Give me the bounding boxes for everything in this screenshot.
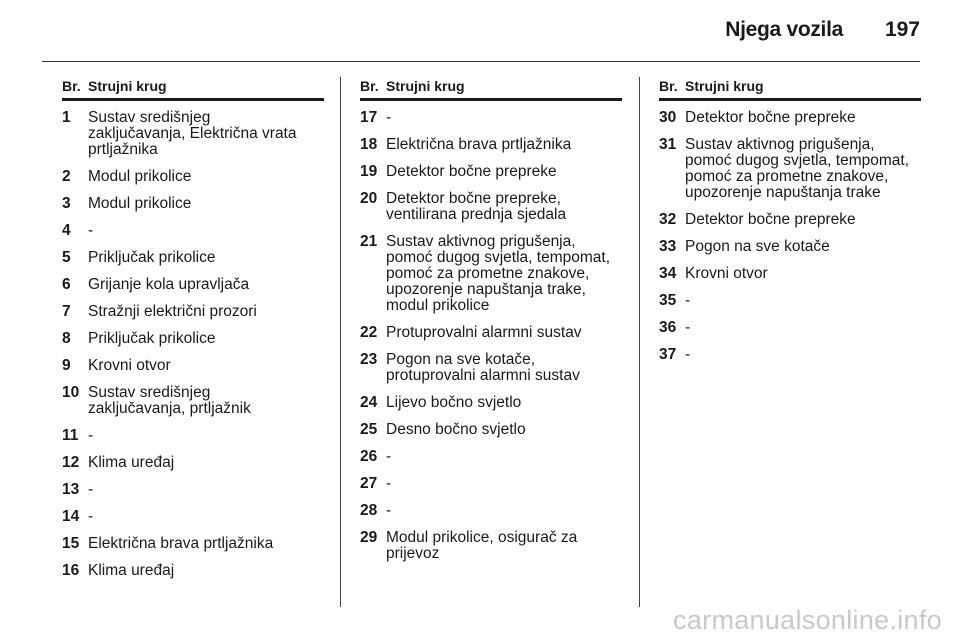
fuse-row — [360, 422, 622, 438]
circuit-description: Klima uređaj — [88, 562, 175, 579]
fuse-row — [659, 239, 921, 255]
circuit-column-header: Strujni krug — [88, 78, 167, 94]
fuse-row — [62, 509, 324, 525]
fuse-number: 12 — [62, 454, 80, 471]
circuit-description: Detektor bočne prepreke — [685, 109, 856, 126]
fuse-column-3 — [659, 78, 921, 374]
fuse-number: 8 — [62, 330, 71, 347]
fuse-row — [62, 482, 324, 498]
fuse-column-1 — [62, 78, 324, 590]
fuse-row — [360, 234, 622, 314]
fuse-column-2 — [360, 78, 622, 573]
fuse-number: 3 — [62, 195, 71, 212]
circuit-description: Desno bočno svjetlo — [386, 421, 526, 438]
fuse-number: 13 — [62, 481, 80, 498]
fuse-number: 32 — [659, 211, 677, 228]
fuse-number: 18 — [360, 136, 378, 153]
fuse-number: 1 — [62, 109, 71, 126]
circuit-description: - — [685, 292, 691, 309]
circuit-column-header: Strujni krug — [685, 78, 764, 94]
fuse-number: 36 — [659, 319, 677, 336]
circuit-description: Priključak prikolice — [88, 330, 216, 347]
header-divider — [42, 61, 920, 62]
circuit-description: Lijevo bočno svjetlo — [386, 394, 522, 411]
circuit-description: Stražnji električni prozori — [88, 303, 257, 320]
circuit-description: - — [88, 222, 94, 239]
circuit-description: Detektor bočne prepreke — [685, 211, 856, 228]
fuse-row — [62, 358, 324, 374]
section-title: Njega vozila — [725, 18, 843, 41]
fuse-number: 35 — [659, 292, 677, 309]
circuit-description: - — [386, 475, 392, 492]
fuse-number: 20 — [360, 190, 378, 207]
fuse-row — [62, 536, 324, 552]
circuit-description: Modul prikolice, osigurač za prijevoz — [386, 529, 578, 562]
number-column-header: Br. — [360, 78, 379, 94]
circuit-description: Klima uređaj — [88, 454, 175, 471]
fuse-number: 16 — [62, 562, 80, 579]
circuit-description: Pogon na sve kotače — [685, 238, 830, 255]
fuse-number: 10 — [62, 384, 80, 401]
circuit-description: Sustav aktivnog prigušenja, pomoć dugog svjetla, tempomat, pomoć za prometne znakove, upozorenje napuštanja trake, modul prikolice — [386, 233, 611, 314]
fuse-number: 27 — [360, 475, 378, 492]
circuit-description: Sustav središnjeg zaključavanja, Električna vrata prtljažnika — [88, 109, 297, 158]
circuit-description: - — [88, 481, 94, 498]
fuse-number: 22 — [360, 324, 378, 341]
circuit-description: Modul prikolice — [88, 195, 192, 212]
fuse-number: 25 — [360, 421, 378, 438]
fuse-number: 34 — [659, 265, 677, 282]
circuit-description: Detektor bočne prepreke — [386, 163, 557, 180]
fuse-number: 6 — [62, 276, 71, 293]
fuse-row — [360, 352, 622, 384]
fuse-row — [360, 530, 622, 562]
fuse-number: 4 — [62, 222, 71, 239]
circuit-description: Modul prikolice — [88, 168, 192, 185]
fuse-row — [62, 110, 324, 158]
fuse-number: 14 — [62, 508, 80, 525]
circuit-description: Sustav aktivnog prigušenja, pomoć dugog svjetla, tempomat, pomoć za prometne znakove, upozorenje napuštanja trake — [685, 136, 910, 201]
circuit-description: - — [386, 448, 392, 465]
fuse-number: 7 — [62, 303, 71, 320]
fuse-number: 17 — [360, 109, 378, 126]
fuse-number: 5 — [62, 249, 71, 266]
fuse-row — [62, 196, 324, 212]
fuse-number: 28 — [360, 502, 378, 519]
fuse-row — [360, 449, 622, 465]
fuse-row — [62, 385, 324, 417]
circuit-description: Priključak prikolice — [88, 249, 216, 266]
circuit-description: - — [386, 502, 392, 519]
column-header — [62, 78, 324, 101]
fuse-row — [659, 320, 921, 336]
fuse-number: 2 — [62, 168, 71, 185]
fuse-number: 26 — [360, 448, 378, 465]
fuse-row — [62, 277, 324, 293]
fuse-number: 33 — [659, 238, 677, 255]
fuse-row — [62, 250, 324, 266]
circuit-description: - — [88, 508, 94, 525]
fuse-row — [659, 266, 921, 282]
fuse-row — [360, 325, 622, 341]
circuit-description: Sustav središnjeg zaključavanja, prtljažnik — [88, 384, 251, 417]
fuse-row — [360, 110, 622, 126]
circuit-description: Grijanje kola upravljača — [88, 276, 250, 293]
fuse-number: 9 — [62, 357, 71, 374]
fuse-row — [659, 212, 921, 228]
circuit-description: Protuprovalni alarmni sustav — [386, 324, 582, 341]
fuse-row — [360, 191, 622, 223]
circuit-description: Krovni otvor — [685, 265, 768, 282]
fuse-row — [360, 164, 622, 180]
fuse-row — [62, 428, 324, 444]
number-column-header: Br. — [62, 78, 81, 94]
fuse-number: 21 — [360, 233, 378, 250]
circuit-description: - — [685, 319, 691, 336]
circuit-description: - — [386, 109, 392, 126]
circuit-description: - — [685, 346, 691, 363]
fuse-row — [62, 331, 324, 347]
fuse-row — [360, 476, 622, 492]
fuse-row — [659, 347, 921, 363]
fuse-number: 23 — [360, 351, 378, 368]
circuit-description: Električna brava prtljažnika — [386, 136, 572, 153]
page-header — [0, 0, 960, 62]
fuse-row — [360, 503, 622, 519]
page-number: 197 — [884, 18, 920, 41]
fuse-row — [659, 137, 921, 201]
fuse-row — [360, 395, 622, 411]
fuse-row — [62, 304, 324, 320]
circuit-column-header: Strujni krug — [386, 78, 465, 94]
fuse-row — [659, 110, 921, 126]
circuit-description: Pogon na sve kotače, protuprovalni alarmni sustav — [386, 351, 580, 384]
number-column-header: Br. — [659, 78, 678, 94]
fuse-row — [360, 137, 622, 153]
fuse-row — [62, 455, 324, 471]
fuse-row — [62, 169, 324, 185]
circuit-description: Krovni otvor — [88, 357, 171, 374]
fuse-number: 24 — [360, 394, 378, 411]
fuse-number: 37 — [659, 346, 677, 363]
column-divider-2 — [639, 77, 640, 607]
column-divider-1 — [340, 77, 341, 607]
fuse-number: 15 — [62, 535, 80, 552]
circuit-description: Električna brava prtljažnika — [88, 535, 274, 552]
fuse-number: 11 — [62, 427, 79, 444]
fuse-number: 29 — [360, 529, 378, 546]
watermark: carmanualsonline.info — [673, 605, 942, 635]
circuit-description: Detektor bočne prepreke, ventilirana prednja sjedala — [386, 190, 567, 223]
fuse-row — [62, 563, 324, 579]
circuit-description: - — [88, 427, 94, 444]
fuse-number: 31 — [659, 136, 677, 153]
column-header — [659, 78, 921, 101]
fuse-row — [62, 223, 324, 239]
fuse-number: 19 — [360, 163, 378, 180]
fuse-number: 30 — [659, 109, 677, 126]
fuse-row — [659, 293, 921, 309]
column-header — [360, 78, 622, 101]
